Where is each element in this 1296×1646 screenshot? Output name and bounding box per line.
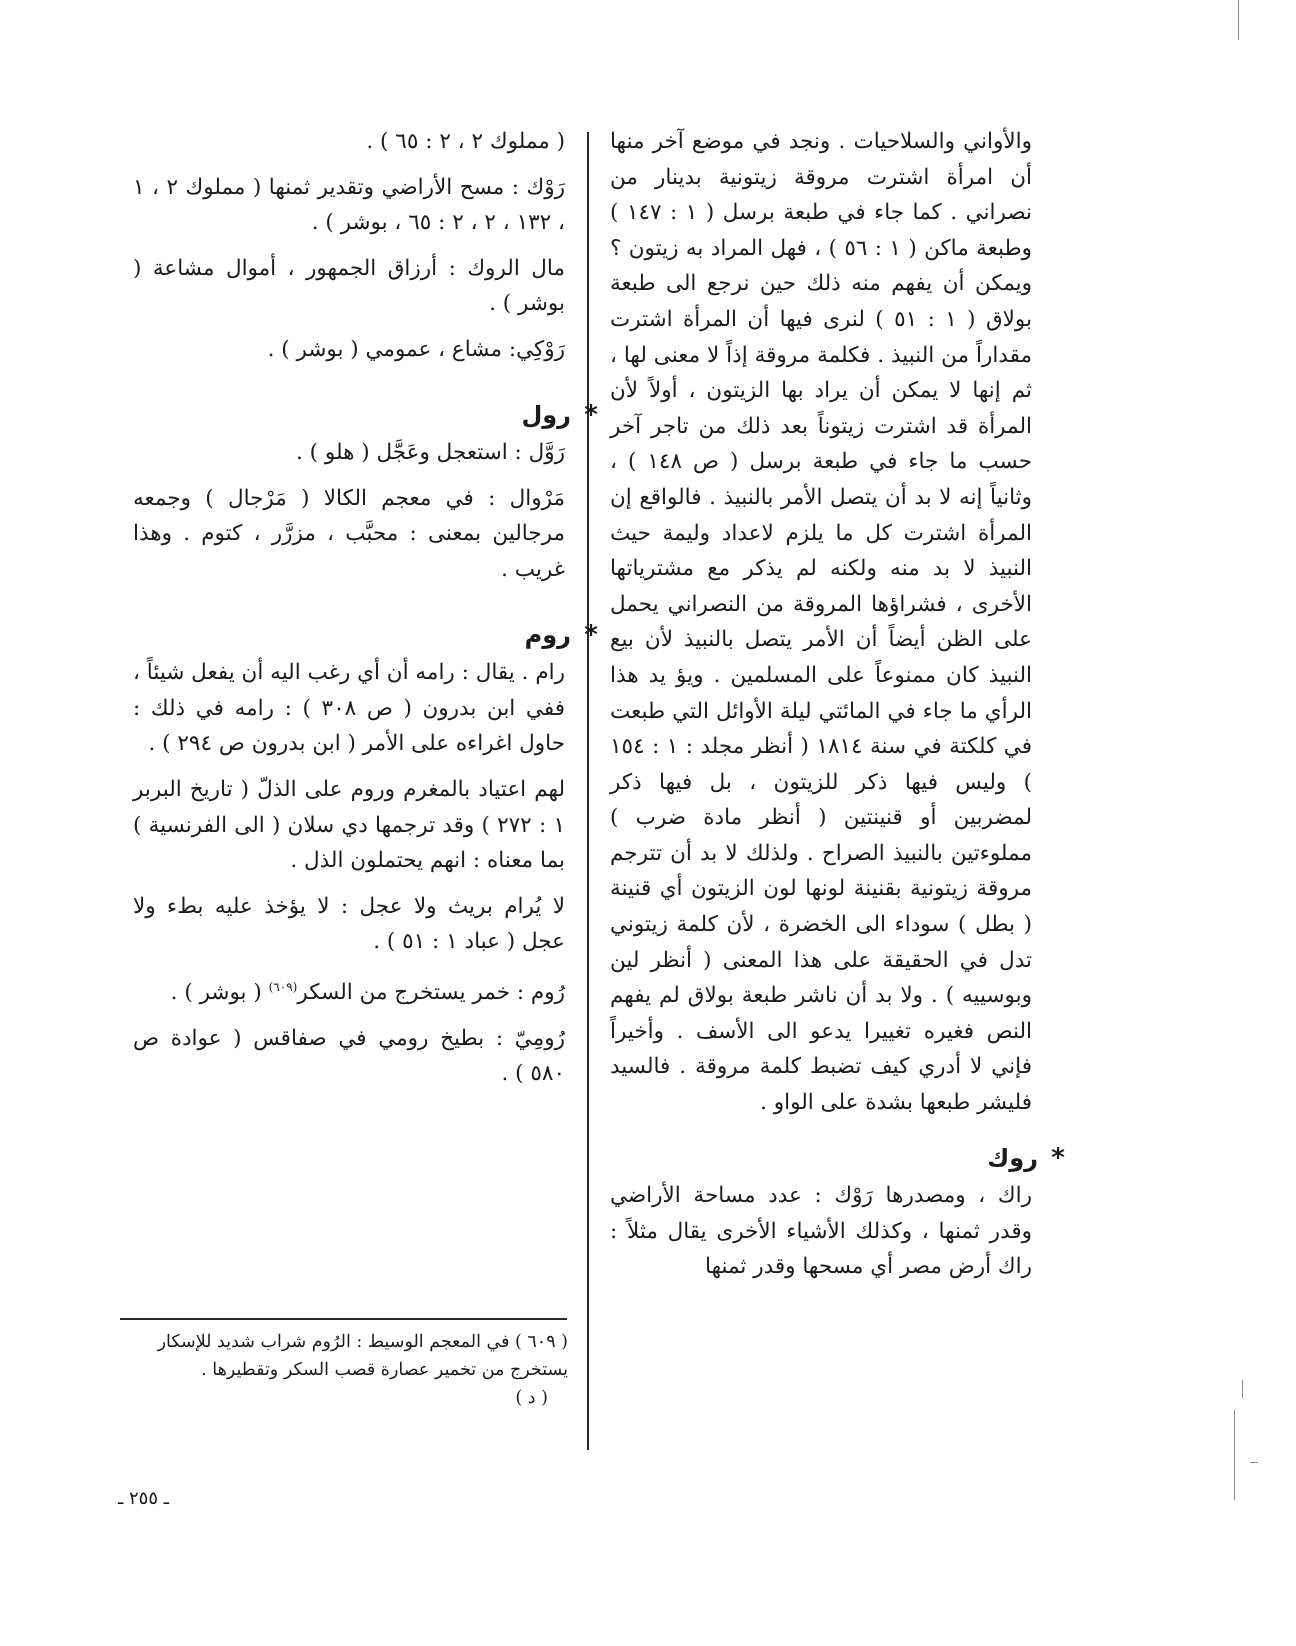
definition-rum-text: رُوم : خمر يستخرج من السكر <box>297 980 565 1006</box>
definition-ram: رام . يقال : رامه أن أي رغب اليه أن يفعل شيئاً ، ففي ابن بدرون ( ص ٣٠٨ ) : رامه في ذلك : حاول اغراءه على الأمر ( ابن بدرون ص ٢٩٤ ) . <box>133 660 565 757</box>
footnote-reference[interactable]: (٦٠٩) <box>268 979 298 994</box>
definition-rum-end: ( بوشر ) . <box>170 980 262 1006</box>
definition-rawk: رَوْك : مسح الأراضي وتقدير ثمنها ( مملوك ٢ ، ١ ، ١٣٢ ، ٢ ، ٢ : ٦٥ ، بوشر ) . <box>133 174 566 236</box>
definition-rawwal: رَوَّل : استعجل وعَجَّل ( هلو ) . <box>295 440 565 466</box>
entry-heading-rwl <box>133 398 598 434</box>
asterisk-marker: * <box>584 619 598 650</box>
definition-la-yuram: لا يُرام بريث ولا عجل : لا يؤخذ عليه بطء ولا عجل ( عباد ١ : ٥١ ) . <box>133 893 565 955</box>
footnotes <box>118 1328 568 1412</box>
footnote-609: ( ٦٠٩ ) في المعجم الوسيط : الرُوم شراب شديد للإسكار يستخرج من تخمير عصارة قصب السكر وتقطيرها . <box>157 1332 568 1380</box>
entry-headword: رول <box>521 400 571 429</box>
left-column <box>133 124 598 1102</box>
page-number: ـ ٢٥٥ ـ <box>118 1488 170 1509</box>
footnote-marker: ( د ) <box>515 1388 548 1408</box>
paragraph-continuation: والأواني والسلاحيات . ونجد في موضع آخر منها أن امرأة اشترت مروقة زيتونية بدينار من نصراني . كما جاء في طبعة برسل ( ١ : ١٤٧ ) وطبعة ماكن ( ١ : ٥٦ ) ، فهل المراد به زيتون ؟ ويمكن أن يفهم منه ذلك حين نرجع الى طبعة بولاق ( ١ : ٥١ ) لنرى فيها أن المرأة اشترت مقداراً من النبيذ . فكلمة مروقة إذاً لا معنى لها ، ثم إنها لا يمكن أن يراد بها الزيتون ، أولاً لأن المرأة قد اشترت زيتوناً بعد ذلك من تاجر آخر حسب ما جاء في طبعة برسل ( ص ١٤٨ ) ، وثانياً إنه لا بد أن يتصل الأمر بالنبيذ . فالواقع إن المرأة اشترت كل ما يلزم لاعداد وليمة حيث النبيذ لا بد منه ولكنه لم يذكر مع مشترياتها الأخرى ، فشراؤها المروقة من النصراني يحمل على الظن أيضاً أن الأمر يتصل بالنبيذ لأن بيع النبيذ كان ممنوعاً على المسلمين . ويؤ يد هذا الرأي ما جاء في المائتي ليلة الأوائل التي طبعت في كلكتة في سنة ١٨١٤ ( أنظر مجلد : ١ : ١٥٤ ) وليس فيها ذكر للزيتون ، بل فيها ذكر لمضربين أو قنينتين ( أنظر مادة ضرب ) مملوءتين بالنبيذ الصراح . ولذلك لا بد أن تترجم مروقة زيتونية بقنينة لونها لون الزيتون أي قنينة ( بطل ) سوداء الى الخضرة ، لأن كلمة زيتوني تدل في الحقيقة على هذا المعنى ( أنظر لين وبوسييه ) . ولا بد أن ناشر طبعة بولاق لم يفهم النص فغيره تغييرا يدعو الى الأسف . وأخيراً فإني لا أدري كيف تضبط كلمة مروقة . فالسيد فليشر طبعها بشدة على الواو . <box>610 129 1033 1116</box>
scan-margin-marks <box>1228 0 1268 1646</box>
definition-lahum: لهم اعتياد بالمغرم وروم على الذلّ ( تاريخ البربر ١ : ٢٧٢ ) وقد ترجمها دي سلان ( الى الفرنسية ) بما معناه : انهم يحتملون الذل . <box>133 776 565 874</box>
right-column <box>610 124 1065 1285</box>
column-separator <box>587 132 589 1450</box>
asterisk-marker: * <box>584 399 598 430</box>
entry-heading-rwk <box>610 1141 1065 1177</box>
citation-line: ( مملوك ٢ ، ٢ : ٦٥ ) . <box>366 129 565 154</box>
footnote-rule <box>120 1318 567 1320</box>
entry-headword: روك <box>987 1143 1038 1172</box>
definition-mirwal: مَرْوال : في معجم الكالا ( مَرْجال ) وجمعه مرجالين بمعنى : محبَّب ، مزرَّر ، كتوم . وهذا غريب . <box>133 485 565 582</box>
entry-heading-rwm <box>133 618 598 654</box>
definition-rum <box>133 970 565 1011</box>
entry-text-rwk: راك ، ومصدرها رَوْك : عدد مساحة الأراضي وقدر ثمنها ، وكذلك الأشياء الأخرى يقال مثلاً : راك أرض مصر أي مسحها وقدر ثمنها <box>610 1183 1032 1280</box>
definition-mal-al-rawk: مال الروك : أرزاق الجمهور ، أموال مشاعة ( بوشر ) . <box>133 255 565 317</box>
definition-rawki: رَوْكِي: مشاع ، عمومي ( بوشر ) . <box>267 336 565 362</box>
entry-headword: روم <box>524 620 571 649</box>
asterisk-marker: * <box>1051 1142 1065 1173</box>
definition-rumi: رُومِيّ : بطيخ رومي في صفاقس ( عوادة ص ٥٨٠ ) . <box>133 1025 565 1087</box>
